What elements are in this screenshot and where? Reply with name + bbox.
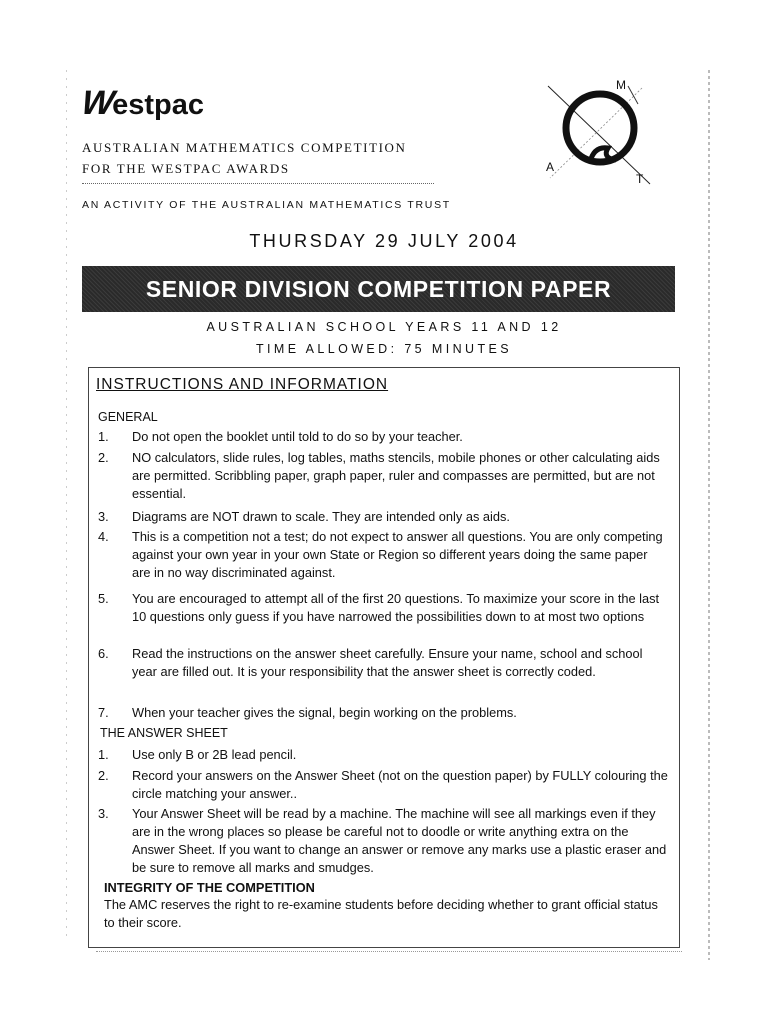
time-allowed: TIME ALLOWED: 75 MINUTES [256,342,512,356]
item-text: Use only B or 2B lead pencil. [132,747,297,762]
item-text: When your teacher gives the signal, begin working on the problems. [132,705,517,720]
item-text: Read the instructions on the answer sheet carefully. Ensure your name, school and school year are filled out. It is your responsibility that the answer sheet is correctly coded. [132,646,643,679]
general-item [98,508,668,526]
integrity-heading: INTEGRITY OF THE COMPETITION [104,880,315,895]
item-number: 3. [98,806,109,821]
item-number: 6. [98,646,109,661]
competition-date: THURSDAY 29 JULY 2004 [249,231,519,251]
westpac-logo-mark: W [75,84,117,122]
instructions-title: INSTRUCTIONS AND INFORMATION [96,376,389,393]
answer-item [98,805,668,877]
general-item [98,590,668,626]
westpac-logo-word: estpac [112,89,204,121]
item-number: 2. [98,450,109,465]
page-right-edge [708,70,710,960]
general-item [98,428,668,446]
item-text: Do not open the booklet until told to do so by your teacher. [132,429,463,444]
integrity-text: The AMC reserves the right to re-examine students before deciding whether to grant official status to their score. [104,897,658,930]
answer-item [98,767,668,803]
item-number: 3. [98,509,109,524]
item-number: 1. [98,429,109,444]
amt-letter-a: A [546,160,555,174]
page-left-edge [66,70,67,940]
answer-item [98,746,668,764]
school-years: AUSTRALIAN SCHOOL YEARS 11 AND 12 [206,320,562,334]
amt-logo [538,78,658,190]
item-text: Your Answer Sheet will be read by a machine. The machine will see all markings even if they are in the wrong places so please be careful not to doodle or write anything extra on the Answer Sheet. If you want to change an answer or remove any marks use a plastic eraser and be sure to remove all marks and smudges. [132,806,667,875]
item-text: NO calculators, slide rules, log tables, maths stencils, mobile phones or other calculating aids are permitted. Scribbling paper, graph paper, ruler and compasses are permitted, but are not essential. [132,450,660,501]
item-text: You are encouraged to attempt all of the first 20 questions. To maximize your score in the last 10 questions only guess if you have narrowed the possibilities down to at most two options [132,591,660,624]
item-number: 5. [98,591,109,606]
item-text: This is a competition not a test; do not expect to answer all questions. You are only competing against your own year in your own State or Region so different years doing the same paper are in no way discriminated against. [132,529,663,580]
item-text: Diagrams are NOT drawn to scale. They are intended only as aids. [132,509,510,524]
general-item [98,449,668,503]
general-item [98,528,668,582]
header-divider [82,183,434,184]
org-line-1: AUSTRALIAN MATHEMATICS COMPETITION [82,140,407,155]
general-heading: GENERAL [98,410,158,424]
item-number: 1. [98,747,109,762]
westpac-logo [75,84,204,122]
answer-sheet-heading: THE ANSWER SHEET [100,726,228,740]
item-number: 2. [98,768,109,783]
item-number: 4. [98,529,109,544]
org-line-2: FOR THE WESTPAC AWARDS [82,161,290,176]
division-title: SENIOR DIVISION COMPETITION PAPER [145,275,612,302]
amt-letter-m: M [616,78,626,92]
general-item [98,704,668,722]
trust-line: AN ACTIVITY OF THE AUSTRALIAN MATHEMATICS TRUST [82,199,451,211]
bottom-divider [96,951,682,952]
amt-letter-t: T [636,172,644,186]
item-number: 7. [98,705,109,720]
item-text: Record your answers on the Answer Sheet (not on the question paper) by FULLY colouring the circle matching your answer.. [132,768,668,801]
general-item [98,645,668,681]
division-banner [82,266,675,312]
